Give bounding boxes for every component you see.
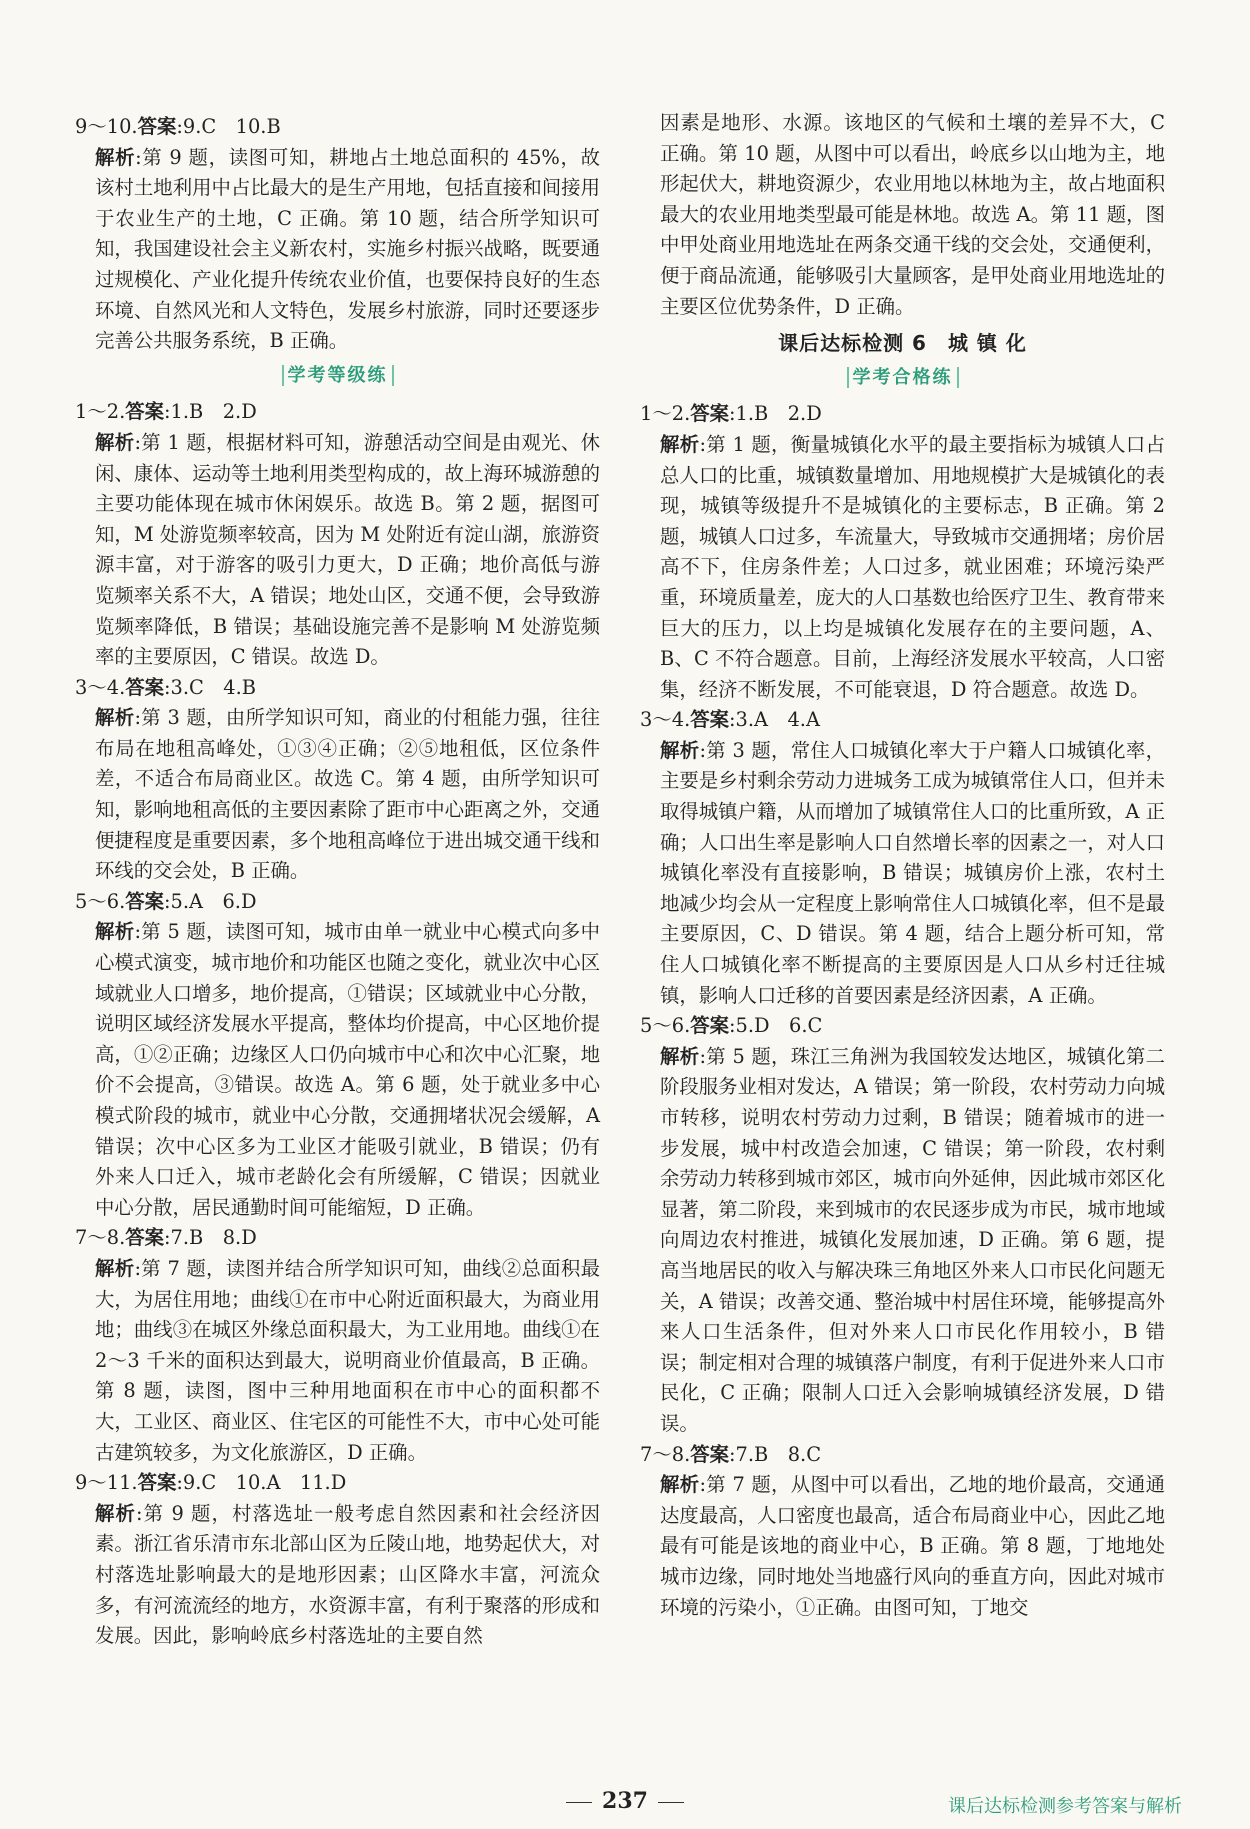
answer-line: [640, 705, 1165, 736]
analysis-label: 解析: [660, 738, 700, 762]
analysis-paragraph: [640, 1470, 1165, 1623]
answer-label: 答案: [137, 115, 177, 138]
analysis-text: :第 9 题，村落选址一般考虑自然因素和社会经济因素。浙江省乐清市东北部山区为丘陵山地，地势起伏大，对村落选址影响最大的是地形因素；山区降水丰富，河流众多，有河流流经的地方，水资源丰富，有利于聚落的形成和发展。因此，影响岭底乡村落选址的主要自然: [95, 1501, 601, 1648]
answer-line: [75, 112, 600, 143]
answer-line: [75, 1468, 600, 1499]
question-number: 3～4.: [75, 675, 126, 699]
analysis-label: 解析: [95, 1501, 137, 1525]
answer-line: [75, 887, 600, 918]
question-number: 9～10.: [75, 115, 138, 138]
analysis-label: 解析: [95, 706, 135, 730]
answer-line: [640, 1440, 1165, 1471]
answer-text: :7.B 8.C: [729, 1442, 822, 1466]
footer-title: 课后达标检测参考答案与解析: [948, 1796, 1182, 1817]
analysis-paragraph: [75, 703, 600, 887]
analysis-paragraph: [75, 428, 600, 673]
analysis-label: 解析: [95, 1256, 135, 1280]
answer-text: :7.B 8.D: [164, 1226, 257, 1250]
analysis-text: :第 5 题，读图可知，城市由单一就业中心模式向多中心模式演变，城市地价和功能区也随之变化，就业次中心区域就业人口增多，地价提高，①错误；区域就业中心分散，说明区域经济发展水平提高，整体均价提高，中心区地价提高，①②正确；边缘区人口仍向城市中心和次中心汇聚，地价不会提高，③错误。故选 A。第 6 题，处于就业多中心模式阶段的城市，就业中心分散，交通拥堵状况会缓解，A 错误；次中心区多为工业区才能吸引就业，B 错误；仍有外来人口迁入，城市老龄化会有所缓解，C 错误；因就业中心分散，居民通勤时间可能缩短，D 正确。: [95, 920, 601, 1219]
question-number: 7～8.: [640, 1442, 691, 1466]
question-number: 9～11.: [75, 1471, 138, 1495]
question-number: 1～2.: [75, 400, 126, 424]
answer-text: :1.B 2.D: [729, 402, 822, 426]
answer-text: :1.B 2.D: [164, 400, 257, 424]
answer-line: [640, 399, 1165, 430]
analysis-paragraph: [75, 1499, 600, 1652]
analysis-paragraph: [75, 1254, 600, 1468]
analysis-text: :第 7 题，读图并结合所学知识可知，曲线②总面积最大，为居住用地；曲线①在市中心附近面积最大，为商业用地；曲线③在城区外缘总面积最大，为工业用地。曲线①在 2～3 千米的面积达到最大，说明商业价值最高，B 正确。第 8 题，读图，图中三种用地面积在市中心的面积都不大，工业区、商业区、住宅区的可能性不大，市中心处可能古建筑较多，为文化旅游区，D 正确。: [95, 1256, 601, 1464]
analysis-label: 解析: [95, 145, 136, 169]
section-heading: [75, 361, 600, 392]
analysis-text: :第 1 题，衡量城镇化水平的最主要指标为城镇人口占总人口的比重，城镇数量增加、用地规模扩大是城镇化的表现，城镇等级提升不是城镇化的主要标志，B 正确。第 2 题，城镇人口过多，车流量大，导致城市交通拥堵；房价居高不下，住房条件差；人口过多，就业困难；环境污染严重，环境质量差，庞大的人口基数也给医疗卫生、教育带来巨大的压力，以上均是城镇化发展存在的主要问题，A、B、C 不符合题意。目前，上海经济发展水平较高，人口密集，经济不断发展，不可能衰退，D 符合题意。故选 D。: [660, 432, 1166, 701]
analysis-text: :第 5 题，珠江三角洲为我国较发达地区，城镇化第二阶段服务业相对发达，A 错误；第一阶段，农村劳动力向城市转移，说明农村劳动力过剩，B 错误；随着城市的进一步发展，城中村改造会加速，C 错误；第一阶段，农村剩余劳动力转移到城市郊区，城市向外延伸，因此城市郊区化显著，第二阶段，来到城市的农民逐步成为市民，城市地域向周边农村推进，城镇化发展加速，D 正确。第 6 题，提高当地居民的收入与解决珠三角地区外来人口市民化问题无关，A 错误；改善交通、整治城中村居住环境，能够提高外来人口生活条件，但对外来人口市民化作用较小，B 错误；制定相对合理的城镇落户制度，有利于促进外来人口市民化，C 正确；限制人口迁入会影响城镇经济发展，D 错误。: [660, 1044, 1166, 1435]
answer-label: 答案: [690, 402, 730, 426]
analysis-text: 因素是地形、水源。该地区的气候和土壤的差异不大，C 正确。第 10 题，从图中可以看出，岭底乡以山地为主，地形起伏大，耕地资源少，农业用地以林地为主，故占地面积最大的农业用地类型最可能是林地。故选 A。第 11 题，图中甲处商业用地选址在两条交通干线的交会处，交通便利，便于商品流通，能够吸引大量顾客，是甲处商业用地选址的主要区位优势条件，D 正确。: [660, 111, 1165, 318]
analysis-paragraph: [75, 143, 600, 357]
analysis-label: 解析: [660, 432, 700, 456]
question-number: 5～6.: [640, 1014, 691, 1038]
answer-text: :5.A 6.D: [164, 889, 257, 913]
analysis-paragraph: [640, 1042, 1165, 1440]
answer-label: 答案: [125, 400, 165, 424]
analysis-paragraph: [640, 108, 1165, 322]
analysis-paragraph: [75, 917, 600, 1223]
answer-label: 答案: [125, 675, 165, 699]
question-number: 3～4.: [640, 708, 691, 732]
answer-text: :3.A 4.A: [729, 708, 820, 732]
section-heading-text: 学考等级练: [282, 365, 394, 386]
answer-label: 答案: [690, 708, 730, 732]
analysis-text: :第 3 题，常住人口城镇化率大于户籍人口城镇化率，主要是乡村剩余劳动力进城务工成为城镇常住人口，但并未取得城镇户籍，从而增加了城镇常住人口的比重所致，A 正确；人口出生率是影响人口自然增长率的因素之一，对人口城镇化率没有直接影响，B 错误；城镇房价上涨，农村土地减少均会从一定程度上影响常住人口城镇化率，但不是最主要原因，C、D 错误。第 4 题，结合上题分析可知，常住人口城镇化率不断提高的主要原因是人口从乡村迁往城镇，影响人口迁移的首要因素是经济因素，A 正确。: [660, 738, 1166, 1007]
section-heading-text: 学考合格练: [847, 367, 959, 388]
answer-line: [75, 1223, 600, 1254]
analysis-label: 解析: [95, 920, 135, 944]
answer-label: 答案: [125, 889, 165, 913]
analysis-paragraph: [640, 430, 1165, 705]
answer-line: [75, 397, 600, 428]
analysis-paragraph: [640, 736, 1165, 1011]
analysis-text: :第 9 题，读图可知，耕地占土地总面积的 45%，故该村土地利用中占比最大的是生产用地，包括直接和间接用于农业生产的土地，C 正确。第 10 题，结合所学知识可知，我国建设社会主义新农村，实施乡村振兴战略，既要通过规模化、产业化提升传统农业价值，也要保持良好的生态环境、自然风光和人文特色，发展乡村旅游，同时还要逐步完善公共服务系统，B 正确。: [95, 145, 600, 353]
analysis-text: :第 1 题，根据材料可知，游憩活动空间是由观光、休闲、康体、运动等土地利用类型构成的，故上海环城游憩的主要功能体现在城市休闲娱乐。故选 B。第 2 题，据图可知，M 处游览频率较高，因为 M 处附近有淀山湖，旅游资源丰富，对于游客的吸引力更大，D 正确；地价高低与游览频率关系不大，A 错误；地处山区，交通不便，会导致游览频率降低，B 错误；基础设施完善不是影响 M 处游览频率的主要原因，C 错误。故选 D。: [95, 430, 601, 669]
answer-line: [640, 1011, 1165, 1042]
answer-text: :3.C 4.B: [164, 675, 257, 699]
answer-text: :9.C 10.B: [176, 115, 281, 138]
analysis-label: 解析: [660, 1473, 700, 1497]
answer-label: 答案: [137, 1471, 177, 1495]
answer-label: 答案: [125, 1226, 165, 1250]
chapter-title: 课后达标检测 6 城 镇 化: [778, 331, 1027, 356]
question-number: 7～8.: [75, 1226, 126, 1250]
left-column: [75, 112, 600, 1652]
page-number-text: 237: [602, 1788, 648, 1814]
answer-line: [75, 673, 600, 704]
analysis-label: 解析: [95, 430, 135, 454]
analysis-label: 解析: [660, 1044, 700, 1068]
analysis-text: :第 7 题，从图中可以看出，乙地的地价最高，交通通达度最高，人口密度也最高，适合布局商业中心，因此乙地最有可能是该地的商业中心，B 正确。第 8 题，丁地地处城市边缘，同时地处当地盛行风向的垂直方向，因此对城市环境的污染小，①正确。由图可知，丁地交: [660, 1473, 1166, 1619]
section-heading: [640, 363, 1165, 394]
answer-text: :9.C 10.A 11.D: [176, 1471, 347, 1495]
question-number: 1～2.: [640, 402, 691, 426]
answer-label: 答案: [690, 1014, 730, 1038]
analysis-text: :第 3 题，由所学知识可知，商业的付租能力强，往往布局在地租高峰处，①③④正确；②⑤地租低，区位条件差，不适合布局商业区。故选 C。第 4 题，由所学知识可知，影响地租高低的主要因素除了距市中心距离之外，交通便捷程度是重要因素，多个地租高峰位于进出城交通干线和环线的交会处，B 正确。: [95, 706, 601, 883]
page-number: [545, 1788, 705, 1814]
question-number: 5～6.: [75, 889, 126, 913]
answer-label: 答案: [690, 1442, 730, 1466]
right-column: [640, 108, 1165, 1623]
answer-text: :5.D 6.C: [729, 1014, 823, 1038]
